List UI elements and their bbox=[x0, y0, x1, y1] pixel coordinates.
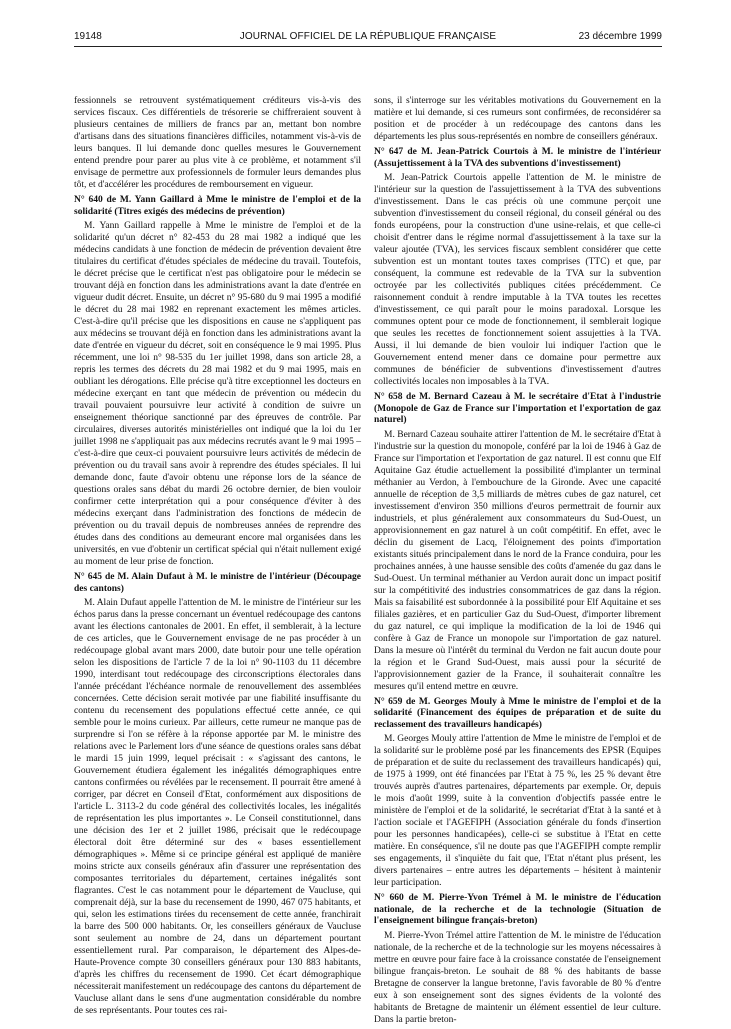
question-heading-640 bbox=[74, 195, 361, 218]
question-heading-text: N° 640 de M. Yann Gaillard à Mme le ministre de l'emploi et de la solidarité bbox=[74, 195, 361, 217]
question-heading-645 bbox=[74, 572, 361, 595]
question-body-647: M. Jean-Patrick Courtois appelle l'attention de M. le ministre de l'intérieur sur la question de l'assujettissement à la TVA des subventions d'investissement. Dans le cas précis où une commune perçoit une subvention d'investissement du conseil régional, du conseil général ou des fonds européens, pour la construction d'une usine-relais, et que celle-ci choisit d'entrer dans le régime normal d'assujettissement à la taxe sur la valeur ajoutée (TVA), les services fiscaux semblent considérer que cette subvention est un montant toutes taxes comprises (TTC) et que, par conséquent, la commune est redevable de la TVA sur la subvention octroyée par les collectivités publiques citées précédemment. Ce raisonnement conduit à rendre imputable à la TVA toutes les recettes d'investissement, ce qui paraît pour le moins paradoxal. Lorsque les communes optent pour ce mode de fonctionnement, il semblerait logique que seules les recettes de fonctionnement soient assujetties à la TVA. Aussi, il lui demande de bien vouloir lui indiquer l'action que le Gouvernement entend mener dans ce domaine pour permettre aux communes de bénéficier de subventions d'investissement d'autres collectivités locales non imposables à la TVA. bbox=[374, 173, 661, 387]
issue-date: 23 décembre 1999 bbox=[578, 31, 662, 42]
question-heading-text: N° 660 de M. Pierre-Yvon Trémel à M. le ministre de l'éducation nationale, de la recherche et de la technologie bbox=[374, 893, 661, 915]
question-heading-660 bbox=[374, 893, 661, 928]
continued-paragraph: fessionnels se retrouvent systématiquement créditeurs vis-à-vis des services fiscaux. Ces différentiels de trésorerie se chiffreraient souvent à plusieurs centaines de milliers de francs par an, mettant bon nombre d'artisans dans des situations financières difficiles, notamment vis-à-vis de leurs banques. Il lui demande donc quelles mesures le Gouvernement entend prendre pour parer au plus vite à ce problème, et notamment s'il envisage de permettre aux professionnels de formuler leurs demandes plus tôt, et d'accélérer les procédures de remboursement en vigueur. bbox=[74, 96, 361, 190]
question-subject: (Situation de l'enseignement bilingue français-breton) bbox=[374, 904, 661, 926]
question-heading-text: N° 659 de M. Georges Mouly à Mme le ministre de l'emploi et de la solidarité bbox=[374, 696, 661, 718]
question-heading-659 bbox=[374, 697, 661, 732]
header-rule bbox=[74, 46, 662, 47]
journal-title: JOURNAL OFFICIEL DE LA RÉPUBLIQUE FRANÇAISE bbox=[239, 31, 497, 42]
question-body-659: M. Georges Mouly attire l'attention de Mme le ministre de l'emploi et de la solidarité sur le problème posé par les financements des EPSR (Equipes de préparation et de suite du reclassement des travailleurs handicapés) qui, de 1975 à 1999, ont été financées par l'Etat à 75 %, les 25 % devant être trouvés auprès d'autres partenaires, départements par exemple. Or, depuis le mois d'août 1999, suite à la convention d'objectifs passée entre le ministère de l'emploi et de la solidarité, le secrétariat d'Etat à la santé et à l'action sociale et l'AGEFIPH (Association générale du fonds d'insertion pour les personnes handicapées), celle-ci se substitue à l'Etat en cette matière. En conséquence, s'il ne doute pas que l'AGEFIPH compte remplir ses engagements, il s'inquiète du fait que, l'Etat n'étant plus présent, les divers partenaires – entre autres les départements – hésitent à maintenir leur participation. bbox=[374, 734, 661, 888]
page-number: 19148 bbox=[74, 31, 102, 42]
question-heading-text: N° 647 de M. Jean-Patrick Courtois à M. le ministre de l'intérieur bbox=[374, 147, 661, 157]
right-column bbox=[374, 95, 661, 1029]
question-heading-text: N° 645 de M. Alain Dufaut à M. le ministre de l'intérieur bbox=[74, 572, 311, 582]
question-subject: (Financement des équipes de préparation et de suite du reclassement des travailleurs handicapés) bbox=[374, 708, 662, 730]
continued-paragraph: sons, il s'interroge sur les véritables motivations du Gouvernement en la matière et lui demande, si ces rumeurs sont confirmées, de reconsidérer sa position et de procéder à un redécoupage des cantons dans les départements les plus sous-représentés en nombre de conseillers généraux. bbox=[374, 96, 661, 142]
question-body-658: M. Bernard Cazeau souhaite attirer l'attention de M. le secrétaire d'Etat à l'industrie sur la question du monopole, conféré par la loi de 1946 à Gaz de France sur l'importation et l'exportation de gaz naturel. Il est connu que Elf Aquitaine Gaz étudie actuellement la possibilité d'implanter un terminal méthanier au Verdon, à l'embouchure de la Gironde. Avec une capacité annuelle de réception de 3,5 milliards de mètres cubes de gaz naturel, cet investissement d'environ 350 millions d'euros permettrait de fournir aux industriels, et plus généralement aux consommateurs du Sud-Ouest, un approvisionnement en gaz naturel à un coût compétitif. En effet, avec le déclin du gisement de Lacq, l'éloignement des points d'importation existants situés principalement dans le nord de la France conduira, pour les prochaines années, à une hausse sensible des coûts d'amenée du gaz dans le Sud-Ouest. Un terminal méthanier au Verdon aurait donc un impact positif sur la compétitivité des industries consommatrices de gaz dans la région. Mais sa faisabilité est subordonnée à la possibilité pour Elf Aquitaine et ses filiales gazières, et en particulier Gaz du Sud-Ouest, d'importer librement du gaz naturel, ce qui implique la modification de la loi de 1946 qui confère à Gaz de France un monopole sur l'importation de gaz naturel. Dans la mesure où l'intérêt du terminal du Verdon ne fait aucun doute pour la région et le Grand Sud-Ouest, mais aussi pour la sécurité de l'approvisionnement gazier de la France, il souhaiterait connaître les mesures qu'il entend mettre en œuvre. bbox=[374, 429, 661, 692]
left-column bbox=[74, 95, 361, 1020]
question-body-645: M. Alain Dufaut appelle l'attention de M. le ministre de l'intérieur sur les échos parus dans la presse concernant un éventuel redécoupage des cantons avant les élections cantonales de 2001. En effet, il semblerait, à la lecture de ces articles, que le Gouvernement envisage de ne pas procéder à un redécoupage global avant mars 2000, date butoir pour une telle opération selon les dispositions de l'article 7 de la loi n° 90-1103 du 11 décembre 1990, interdisant tout redécoupage des circonscriptions électorales dans l'année précédant l'échéance normale de renouvellement des assemblées concernées. Cette décision serait motivée par une fiabilité insuffisante du contenu du recensement des populations effectué cette année, ce qui semble pour le moins curieux. Par ailleurs, cette rumeur ne manque pas de surprendre si l'on se réfère à la réponse apportée par M. le ministre des relations avec le Parlement lors d'une séance de questions orales sans débat le mardi 15 juin 1999, lequel précisait : « s'agissant des cantons, le Gouvernement étudiera également les inégalités démographiques entre cantons confirmées ou révélées par le recensement. Il pourrait être amené à corriger, par décret en Conseil d'Etat, conformément aux dispositions de l'article L. 3113-2 du code général des collectivités locales, les inégalités de représentation les plus importantes ». Le Conseil constitutionnel, dans une décision des 1er et 2 juillet 1986, précisait que le redécoupage électoral doit être déterminé sur des « bases essentiellement démographiques ». Même si ce principe général est appliqué de manière moins stricte aux conseils généraux afin d'assurer une représentation des composantes territoriales du département, certaines inégalités sont flagrantes. C'est le cas notamment pour le département de Vaucluse, qui comprenait déjà, sur la base du recensement de 1990, 467 075 habitants, et qui, selon les estimations tirées du recensement de cette année, franchirait la barre des 500 000 habitants. Or, les conseillers généraux de Vaucluse sont seulement au nombre de 24, dans un département pourtant essentiellement rural. Par comparaison, le département des Alpes-de-Haute-Provence compte 30 conseillers généraux pour 130 883 habitants, d'après les chiffres du recensement de 1990. Cet écart démographique nécessiterait manifestement un redécoupage des cantons du département de Vaucluse allant dans le sens d'une augmentation considérable du nombre de ses représentants. Pour toutes ces rai- bbox=[74, 598, 361, 1016]
question-body-660: M. Pierre-Yvon Trémel attire l'attention de M. le ministre de l'éducation nationale, de la recherche et de la technologie sur les moyens nécessaires à mettre en œuvre pour faire face à la croissance constatée de l'enseignement bilingue français-breton. Le souhait de 88 % des habitants de basse Bretagne de conserver la langue bretonne, l'avis favorable de 80 % d'entre eux à son enseignement sont des signes évidents de la volonté des habitants de Bretagne de maintenir un élément essentiel de leur culture. Dans la partie breton- bbox=[374, 930, 661, 1025]
question-heading-text: N° 658 de M. Bernard Cazeau à M. le secrétaire d'Etat à l'industrie bbox=[374, 392, 661, 402]
question-subject: (Monopole de Gaz de France sur l'importation et l'exportation de gaz naturel) bbox=[374, 403, 661, 425]
question-heading-658 bbox=[374, 392, 661, 427]
question-heading-647 bbox=[374, 147, 661, 170]
page-header bbox=[74, 30, 662, 44]
question-body-640: M. Yann Gaillard rappelle à Mme le ministre de l'emploi et de la solidarité qu'un décret n° 82-453 du 28 mai 1982 a indiqué que les médecins candidats à une fonction de médecin de prévention devaient être titulaires du certificat d'études spéciales de médecine du travail. Toutefois, le décret précise que le certificat n'est pas obligatoire pour le médecin se trouvant déjà en fonction dans les administrations avant la date d'entrée en vigueur dudit décret. Ensuite, un décret n° 95-680 du 9 mai 1995 a modifié le décret du 28 mai 1982 en reprenant exactement les mêmes articles. C'est-à-dire qu'il précise que les dispositions en cause ne s'appliquent pas aux médecins se trouvant déjà en fonction dans les administrations avant la date d'entrée en vigueur du décret, soit en conséquence le 9 mai 1995. Plus récemment, une loi n° 98-535 du 1er juillet 1998, dans son article 28, a repris les termes des décrets du 28 mai 1982 et du 9 mai 1995, mais en oubliant les dérogations. Elle précise qu'à titre exceptionnel les docteurs en médecine exerçant en tant que médecin de prévention ou médecin du travail pouvaient poursuivre leur activité à condition de suivre un enseignement théorique sanctionné par des épreuves de contrôle. Par circulaires, diverses autorités ministérielles ont indiqué que la loi du 1er juillet 1998 ne s'appliquait pas aux médecins recrutés avant le 9 mai 1995 – c'est-à-dire que ceux-ci pouvaient poursuivre leurs activités de médecin de prévention ou du travail sans avoir à reprendre des études spéciales. Il lui demande donc, faute d'avoir obtenu une réponse lors de la séance de questions orales sans débat du mardi 26 octobre dernier, de bien vouloir confirmer cette interprétation qui a pour conséquence d'éviter à des médecins exerçant dans l'administration des fonctions de médecin de prévention ou du travail depuis de nombreuses années de reprendre des études dans des conditions au demeurant encore mal organisées dans les universités, en vue d'obtenir un certificat spécial qui n'était nullement exigé au moment de leur prise de fonction. bbox=[74, 221, 361, 567]
question-subject: (Découpage des cantons) bbox=[74, 572, 361, 594]
question-subject: (Assujettissement à la TVA des subventions d'investissement) bbox=[374, 158, 621, 169]
question-subject: (Titres exigés des médecins de prévention) bbox=[114, 206, 285, 217]
